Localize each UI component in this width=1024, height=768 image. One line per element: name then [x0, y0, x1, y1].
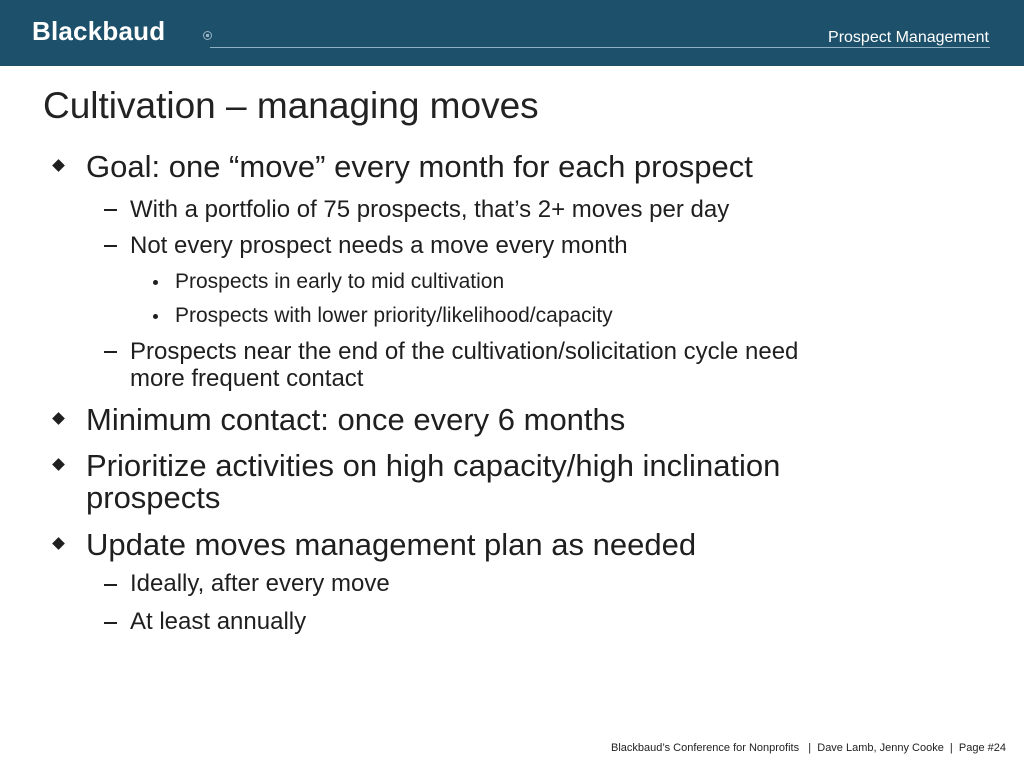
sub-bullet-ideally: Ideally, after every move — [130, 570, 390, 597]
diamond-bullet-icon — [52, 458, 65, 471]
dash-bullet-icon — [104, 622, 117, 624]
footer-label: Blackbaud’s Conference for Nonprofits | Dave Lamb, Jenny Cooke | Page #24 — [610, 742, 1006, 754]
diamond-bullet-icon — [52, 159, 65, 172]
bullet-goal: Goal: one “move” every month for each prospect — [86, 149, 753, 184]
sub-bullet-end-cycle-line2: more frequent contact — [130, 365, 364, 392]
sub-bullet-end-cycle-line1: Prospects near the end of the cultivation/solicitation cycle need — [130, 338, 799, 365]
slide-title: Cultivation – managing moves — [43, 85, 539, 126]
sub-sub-bullet-lower-priority: Prospects with lower priority/likelihood/capacity — [175, 304, 613, 327]
sub-bullet-annually: At least annually — [130, 608, 307, 635]
dot-bullet-icon — [153, 314, 158, 319]
diamond-bullet-icon — [52, 412, 65, 425]
sub-sub-bullet-early: Prospects in early to mid cultivation — [175, 270, 505, 293]
dash-bullet-icon — [104, 584, 117, 586]
bullet-prioritize-line2: prospects — [86, 480, 221, 515]
footer-text — [611, 741, 1006, 755]
dash-bullet-icon — [104, 209, 117, 211]
sub-bullet-portfolio: With a portfolio of 75 prospects, that’s 2+ moves per day — [130, 196, 730, 223]
blackbaud-logo: Blackbaud — [32, 16, 166, 46]
dot-bullet-icon — [153, 280, 158, 285]
dash-bullet-icon — [104, 351, 117, 353]
diamond-bullet-icon — [52, 537, 65, 550]
dash-bullet-icon — [104, 245, 117, 247]
bullet-prioritize-line1: Prioritize activities on high capacity/high inclination — [86, 448, 781, 483]
sub-bullet-not-every: Not every prospect needs a move every month — [130, 232, 628, 259]
bullet-update-plan: Update moves management plan as needed — [86, 527, 697, 562]
bullet-minimum-contact: Minimum contact: once every 6 months — [86, 402, 626, 437]
section-title: Prospect Management — [828, 29, 989, 46]
